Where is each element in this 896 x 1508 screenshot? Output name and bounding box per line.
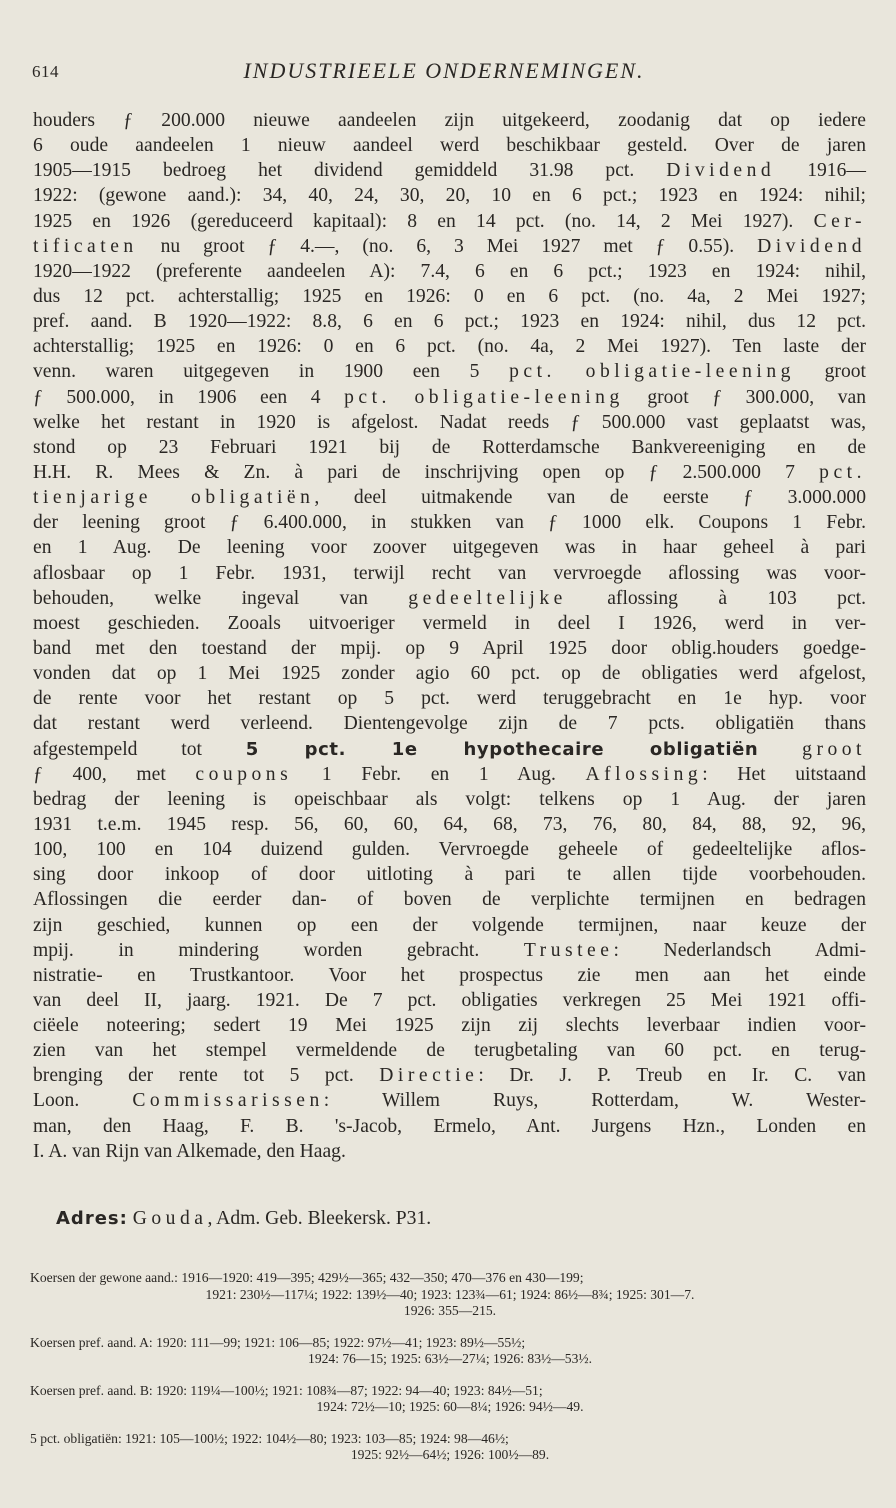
text-line <box>33 133 866 158</box>
text-segment: 1922: (gewone aand.): 34, 40, 24, 30, 20, 10 en 6 pct.; 1923 en 1924: nihil; <box>33 185 866 207</box>
text-line <box>33 234 866 259</box>
text-line <box>33 636 866 661</box>
text-segment: Aflossingen die eerder dan- of boven de verplichte termijnen en bedragen <box>33 889 866 911</box>
text-segment: H.H. R. Mees & Zn. à pari de inschrijving open op ƒ 2.500.000 7 <box>33 461 820 483</box>
text-segment: van deel II, jaarg. 1921. De 7 pct. obligaties verkregen 25 Mei 1921 offi- <box>33 989 866 1011</box>
text-segment: , deel uitmakende van de eerste ƒ 3.000.000 <box>314 487 866 509</box>
bold-term: 5 pct. 1e hypothecaire obligatiën <box>245 738 759 760</box>
text-segment: dat restant werd verleend. Dientengevolge zijn de 7 pcts. obligatiën thans <box>33 713 866 735</box>
text-segment: nu groot ƒ 4.—, (no. 6, 3 Mei 1927 met ƒ 0.55). <box>137 235 758 257</box>
quotation-block <box>30 1383 870 1416</box>
spaced-term: tienjarige obligatiën <box>33 487 315 509</box>
text-segment: : Dr. J. P. Treub en Ir. C. van <box>478 1065 866 1087</box>
text-segment: dus 12 pct. achterstallig; 1925 en 1926: 0 en 6 pct. (no. 4a, 2 Mei 1927; <box>33 285 866 307</box>
text-segment: ciëele noteering; sedert 19 Mei 1925 zijn zij slechts leverbaar indien voor- <box>33 1015 866 1037</box>
text-line <box>33 1114 866 1139</box>
text-line <box>33 686 866 711</box>
text-segment: houders ƒ 200.000 nieuwe aandeelen zijn uitgekeerd, zoodanig dat op iedere <box>33 110 866 131</box>
text-line <box>33 309 866 334</box>
text-line <box>33 1139 866 1164</box>
text-segment: 1 Febr. en 1 Aug. <box>292 763 586 785</box>
text-line <box>33 938 866 963</box>
spaced-term: pct. <box>509 361 556 383</box>
spaced-term: Dividend <box>757 235 866 257</box>
text-segment: aflossing à 103 pct. <box>566 587 866 609</box>
text-segment: achterstallig; 1925 en 1926: 0 en 6 pct. (no. 4a, 2 Mei 1927). Ten laste der <box>33 336 866 358</box>
address-line <box>56 1208 431 1230</box>
spaced-term: obligatie-leening <box>414 386 624 408</box>
text-segment: welke het restant in 1920 is afgelost. Nadat reeds ƒ 500.000 vast geplaatst was, <box>33 411 866 433</box>
text-line <box>33 1013 866 1038</box>
text-line <box>33 611 866 636</box>
text-segment: 1916— <box>775 160 866 182</box>
text-line <box>33 410 866 435</box>
spaced-term: Aflossing <box>585 763 703 785</box>
text-segment: 1925 en 1926 (gereduceerd kapitaal): 8 en 14 pct. (no. 14, 2 Mei 1927). <box>33 210 814 232</box>
price-quotations <box>30 1270 870 1479</box>
text-segment: aflosbaar op 1 Febr. 1931, terwijl recht van vervroegde aflossing was voor- <box>33 562 866 584</box>
text-line <box>33 762 866 787</box>
text-line <box>33 510 866 535</box>
text-segment: 1931 t.e.m. 1945 resp. 56, 60, 60, 64, 68, 73, 76, 80, 84, 88, 92, 96, <box>33 813 866 835</box>
text-segment: groot ƒ 300.000, van <box>623 386 866 408</box>
running-title: INDUSTRIEELE ONDERNEMINGEN. <box>243 58 645 83</box>
text-segment: nistratie- en Trustkantoor. Voor het prospectus zie men aan het einde <box>33 964 866 986</box>
quotation-line: 1926: 355—215. <box>403 1303 497 1318</box>
text-segment: der leening groot ƒ 6.400.000, in stukken van ƒ 1000 elk. Coupons 1 Febr. <box>33 512 866 534</box>
spaced-term: Directie <box>379 1065 479 1087</box>
text-line <box>33 787 866 812</box>
text-line <box>33 1038 866 1063</box>
quotation-line: Koersen pref. aand. B: 1920: 119¼—100½; 1921: 108¾—87; 1922: 94—40; 1923: 84½—51; <box>30 1382 543 1398</box>
text-segment: 1920—1922 (preferente aandeelen A): 7.4, 6 en 6 pct.; 1923 en 1924: nihil, <box>33 260 866 282</box>
text-line <box>33 711 866 736</box>
text-line <box>33 158 866 183</box>
text-line <box>33 385 866 410</box>
text-line <box>33 209 866 234</box>
spaced-term: pct. <box>344 386 391 408</box>
text-segment: : Nederlandsch Admi- <box>613 939 866 961</box>
spaced-term: Cer- <box>813 210 866 232</box>
text-line <box>33 108 866 133</box>
text-line <box>33 862 866 887</box>
text-segment <box>556 361 586 382</box>
spaced-term: Dividend <box>666 160 776 182</box>
quotation-line: 1921: 230½—117¼; 1922: 139½—40; 1923: 123¾—61; 1924: 86½—8¾; 1925: 301—7. <box>205 1286 695 1302</box>
text-segment: zien van het stempel vermeldende de terugbetaling van 60 pct. en terug- <box>33 1040 866 1062</box>
text-segment: 1905—1915 bedroeg het dividend gemiddeld 31.98 pct. <box>33 160 667 182</box>
text-segment: man, den Haag, F. B. 's-Jacob, Ermelo, Ant. Jurgens Hzn., Londen en <box>33 1115 866 1137</box>
text-line <box>33 561 866 586</box>
text-segment: venn. waren uitgegeven in 1900 een 5 <box>33 361 510 383</box>
text-line <box>33 535 866 560</box>
text-line <box>33 586 866 611</box>
text-line <box>33 259 866 284</box>
text-line <box>33 661 866 686</box>
text-line <box>33 1063 866 1088</box>
text-segment: stond op 23 Februari 1921 bij de Rotterdamsche Bankvereeniging en de <box>33 436 866 458</box>
text-segment: I. A. van Rijn van Alkemade, den Haag. <box>33 1140 346 1162</box>
quotation-line: 5 pct. obligatiën: 1921: 105—100½; 1922: 104½—80; 1923: 103—85; 1924: 98—46½; <box>30 1430 509 1446</box>
spaced-term: gedeeltelijke <box>408 587 567 609</box>
quotation-block <box>30 1335 870 1368</box>
text-segment: de rente voor het restant op 5 pct. werd teruggebracht en 1e hyp. voor <box>33 688 866 710</box>
text-line <box>33 812 866 837</box>
quotation-block <box>30 1431 870 1464</box>
text-segment: ƒ 400, met <box>33 763 196 785</box>
quotation-line: 1924: 72½—10; 1925: 60—8¼; 1926: 94½—49. <box>316 1399 584 1414</box>
text-segment: band met den toestand der mpij. op 9 April 1925 door oblig.houders goedge- <box>33 637 866 659</box>
text-segment: moest geschieden. Zooals uitvoeriger vermeld in deel I 1926, werd in ver- <box>33 612 866 634</box>
text-segment: vonden dat op 1 Mei 1925 zonder agio 60 pct. op de obligaties werd afgelost, <box>33 663 866 685</box>
text-segment: mpij. in mindering worden gebracht. <box>33 939 524 961</box>
spaced-term: tificaten <box>33 235 138 257</box>
spaced-term: groot <box>802 738 866 760</box>
quotation-line: Koersen der gewone aand.: 1916—1920: 419—395; 429½—365; 432—350; 470—376 en 430—199; <box>30 1270 584 1285</box>
main-paragraph <box>33 108 866 1164</box>
text-line <box>33 334 866 359</box>
text-segment: zijn geschied, kunnen op een der volgende termijnen, naar keuze der <box>33 914 866 936</box>
address-label: Adres: <box>56 1208 128 1229</box>
text-line <box>33 460 866 485</box>
quotation-line: Koersen pref. aand. A: 1920: 111—99; 1921: 106—85; 1922: 97½—41; 1923: 89½—55½; <box>30 1334 526 1350</box>
text-segment <box>391 387 415 408</box>
address-city: Gouda <box>132 1208 208 1229</box>
text-line <box>33 435 866 460</box>
text-segment: : Willem Ruys, Rotterdam, W. Wester- <box>323 1090 867 1112</box>
text-segment: sing door inkoop of door uitloting à pari te allen tijde voorbehouden. <box>33 864 866 886</box>
quotation-line: 1925: 92½—64½; 1926: 100½—89. <box>350 1447 550 1462</box>
page-number: 614 <box>32 62 59 81</box>
text-line <box>33 359 866 384</box>
text-line <box>33 737 866 762</box>
text-line <box>33 837 866 862</box>
text-line <box>33 988 866 1013</box>
text-segment: ƒ 500.000, in 1906 een 4 <box>33 386 345 408</box>
text-segment: pref. aand. B 1920—1922: 8.8, 6 en 6 pct.; 1923 en 1924: nihil, dus 12 pct. <box>33 311 866 333</box>
text-segment: behouden, welke ingeval van <box>33 587 409 609</box>
address-rest: , Adm. Geb. Bleekersk. P31. <box>207 1208 432 1229</box>
text-line <box>33 485 866 510</box>
text-segment: 100, 100 en 104 duizend gulden. Vervroegde geheele of gedeeltelijke aflos- <box>33 839 866 861</box>
text-segment: brenging der rente tot 5 pct. <box>33 1065 380 1087</box>
spaced-term: coupons <box>195 763 293 785</box>
text-segment <box>758 739 802 760</box>
page-header <box>32 54 856 94</box>
text-line <box>33 1088 866 1113</box>
spaced-term: Commissarissen <box>132 1090 324 1112</box>
spaced-term: pct. <box>819 461 866 483</box>
text-segment: en 1 Aug. De leening voor zoover uitgegeven was in haar geheel à pari <box>33 537 866 559</box>
text-segment: : Het uitstaand <box>702 763 866 785</box>
spaced-term: Trustee <box>523 939 614 961</box>
spaced-term: obligatie-leening <box>585 361 795 383</box>
quotation-block <box>30 1270 870 1320</box>
quotation-line: 1924: 76—15; 1925: 63½—27¼; 1926: 83½—53½. <box>308 1351 592 1366</box>
text-line <box>33 887 866 912</box>
text-line <box>33 963 866 988</box>
text-segment: afgestempeld tot <box>33 738 246 760</box>
text-segment: Loon. <box>33 1090 133 1112</box>
text-segment: groot <box>794 361 866 383</box>
text-line <box>33 183 866 208</box>
text-line <box>33 284 866 309</box>
text-segment: 6 oude aandeelen 1 nieuw aandeel werd beschikbaar gesteld. Over de jaren <box>33 135 866 157</box>
text-line <box>33 913 866 938</box>
text-segment: bedrag der leening is opeischbaar als volgt: telkens op 1 Aug. der jaren <box>33 788 866 810</box>
